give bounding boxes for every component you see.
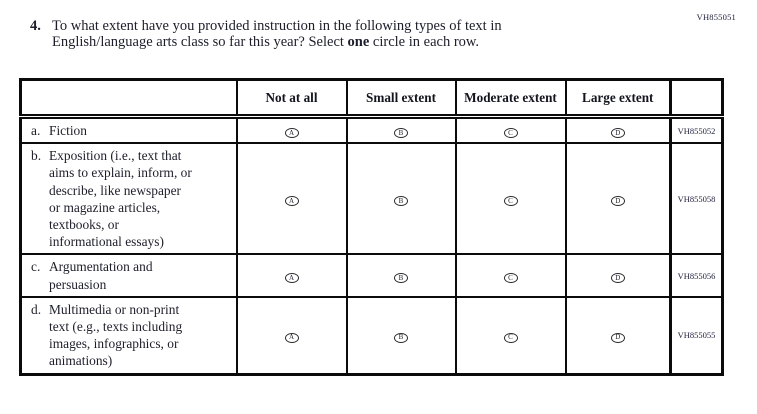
header-code-cell bbox=[671, 80, 723, 117]
row-prefix: a. bbox=[31, 123, 41, 138]
option-cell bbox=[456, 143, 566, 254]
table-row-argumentation bbox=[21, 254, 723, 296]
option-cell bbox=[566, 254, 671, 296]
option-moderate-extent[interactable]: C bbox=[504, 196, 518, 206]
row-code: VH855056 bbox=[671, 254, 723, 296]
header-not-at-all: Not at all bbox=[237, 80, 347, 117]
option-cell bbox=[347, 297, 456, 374]
option-small-extent[interactable]: B bbox=[394, 273, 408, 283]
row-label: Exposition (i.e., text that aims to explain, inform, or describe, like newspaper or magazine articles, textbooks, or informational essays) bbox=[49, 148, 192, 250]
header-moderate-extent: Moderate extent bbox=[456, 80, 566, 117]
option-cell bbox=[237, 297, 347, 374]
question-id-code: VH855051 bbox=[696, 12, 736, 22]
row-label-cell bbox=[21, 117, 237, 144]
option-not-at-all[interactable]: A bbox=[285, 196, 299, 206]
response-matrix bbox=[19, 78, 724, 376]
table-row-multimedia bbox=[21, 297, 723, 374]
option-moderate-extent[interactable]: C bbox=[504, 333, 518, 343]
table-row-exposition bbox=[21, 143, 723, 254]
row-prefix: d. bbox=[31, 301, 42, 317]
option-cell bbox=[456, 117, 566, 144]
option-cell bbox=[237, 117, 347, 144]
row-code: VH855055 bbox=[671, 297, 723, 374]
option-large-extent[interactable]: D bbox=[611, 196, 625, 206]
option-large-extent[interactable]: D bbox=[611, 128, 625, 138]
option-cell bbox=[347, 117, 456, 144]
option-cell bbox=[566, 143, 671, 254]
question-block bbox=[30, 19, 502, 50]
option-not-at-all[interactable]: A bbox=[285, 128, 299, 138]
row-prefix: c. bbox=[31, 259, 41, 275]
row-label: Fiction bbox=[49, 123, 87, 138]
row-label: Argumentation and persuasion bbox=[49, 259, 153, 292]
option-large-extent[interactable]: D bbox=[611, 333, 625, 343]
option-small-extent[interactable]: B bbox=[394, 196, 408, 206]
option-moderate-extent[interactable]: C bbox=[504, 128, 518, 138]
row-code: VH855058 bbox=[671, 143, 723, 254]
row-label-cell bbox=[21, 143, 237, 254]
option-cell bbox=[237, 143, 347, 254]
option-cell bbox=[237, 254, 347, 296]
row-label-cell bbox=[21, 254, 237, 296]
header-empty-cell bbox=[21, 80, 237, 117]
question-line-2 bbox=[52, 35, 502, 51]
option-small-extent[interactable]: B bbox=[394, 128, 408, 138]
option-not-at-all[interactable]: A bbox=[285, 333, 299, 343]
option-cell bbox=[456, 297, 566, 374]
table-row-fiction bbox=[21, 117, 723, 144]
option-cell bbox=[456, 254, 566, 296]
question-text bbox=[52, 19, 502, 50]
question-number: 4. bbox=[30, 18, 41, 34]
option-cell bbox=[347, 254, 456, 296]
option-moderate-extent[interactable]: C bbox=[504, 273, 518, 283]
question-line-2-before: English/language arts class so far this year? Select bbox=[52, 33, 348, 50]
question-line-2-bold: one bbox=[347, 33, 370, 50]
row-label: Multimedia or non-print text (e.g., texts including images, infographics, or animations) bbox=[49, 301, 183, 369]
header-small-extent: Small extent bbox=[347, 80, 456, 117]
row-code: VH855052 bbox=[671, 117, 723, 144]
row-prefix: b. bbox=[31, 148, 42, 164]
option-cell bbox=[566, 117, 671, 144]
question-line-1: To what extent have you provided instruction in the following types of text in bbox=[52, 18, 502, 34]
option-cell bbox=[566, 297, 671, 374]
option-not-at-all[interactable]: A bbox=[285, 273, 299, 283]
row-label-cell bbox=[21, 297, 237, 374]
option-large-extent[interactable]: D bbox=[611, 273, 625, 283]
header-row bbox=[21, 80, 723, 117]
option-small-extent[interactable]: B bbox=[394, 333, 408, 343]
header-large-extent: Large extent bbox=[566, 80, 671, 117]
option-cell bbox=[347, 143, 456, 254]
question-line-2-after: circle in each row. bbox=[369, 33, 480, 50]
